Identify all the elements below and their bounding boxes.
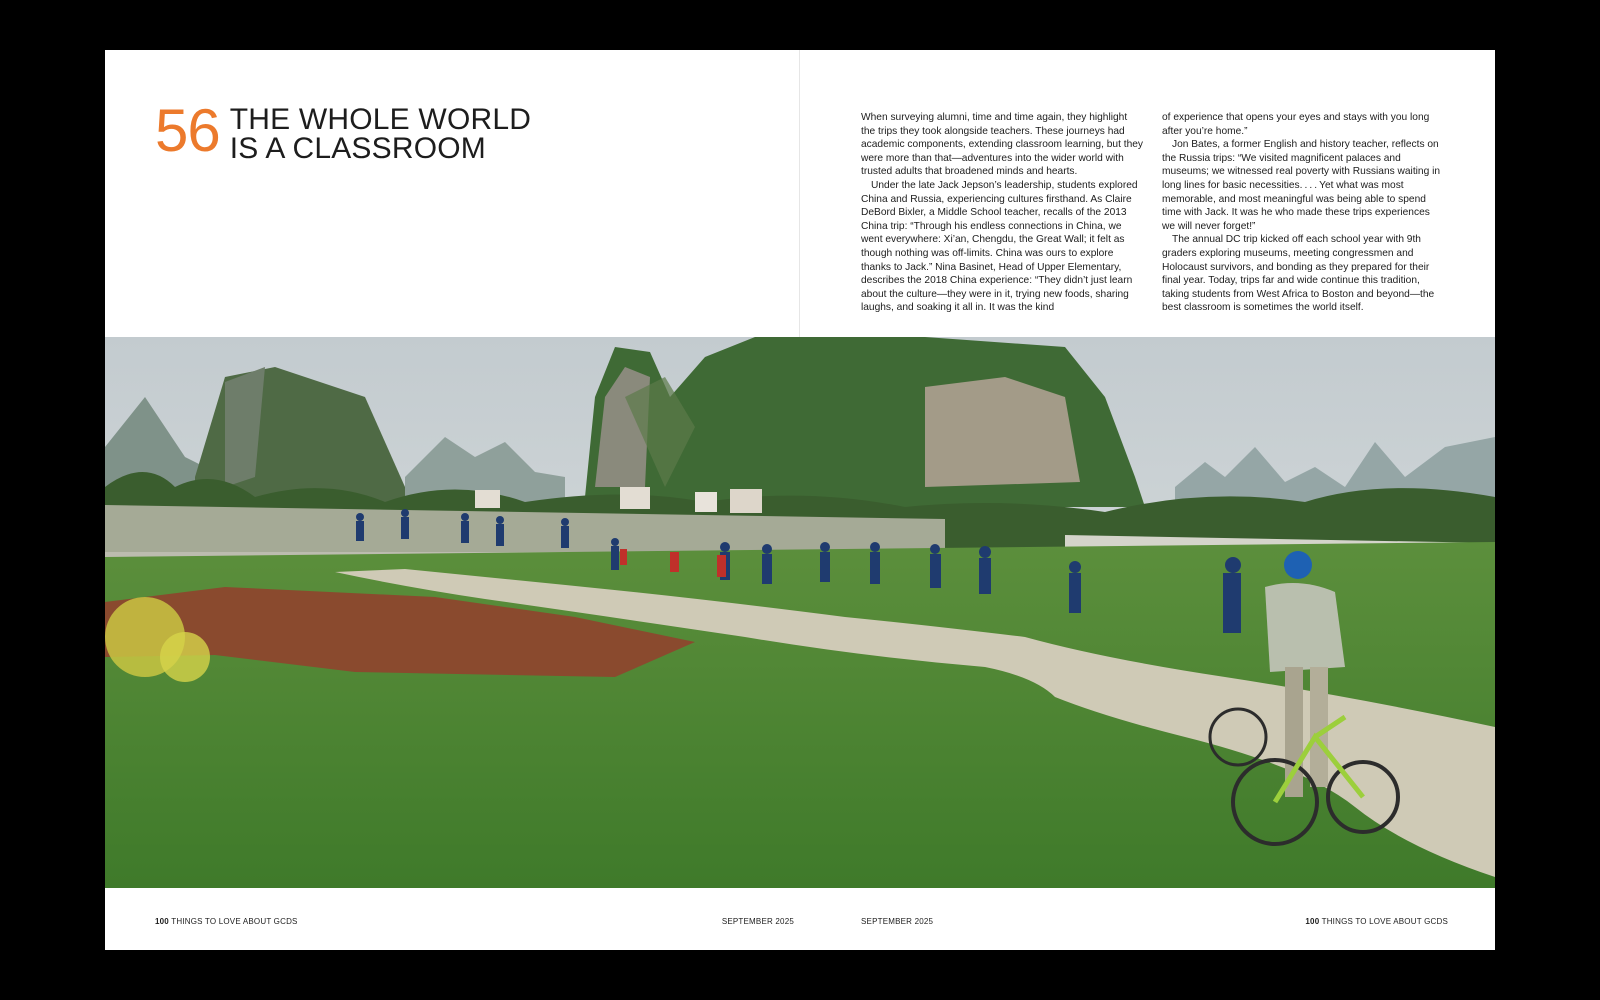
footer-left-text: THINGS TO LOVE ABOUT GCDS — [168, 917, 298, 926]
article-title — [230, 105, 531, 163]
body-column-1 — [861, 111, 1144, 315]
title-line-2: IS A CLASSROOM — [229, 132, 486, 165]
footer-date-right: SEPTEMBER 2025 — [861, 917, 934, 926]
title-line-1: THE WHOLE WORLD — [229, 103, 532, 136]
body-paragraph: Jon Bates, a former English and history teacher, reflects on the Russia trips: “We visited magnificent palaces and museums; we witnessed real poverty with Russians waiting in long lines for basic necessities. . . . Yet what was most memorable, and most meaningful was being able to spend time with Jack. It was he who made these trips experiences we will never forget!” — [1162, 139, 1441, 232]
body-paragraph: The annual DC trip kicked off each school year with 9th graders exploring museums, meeting congressmen and Holocaust survivors, and bonding as they prepared for their final year. Today, trips far and wide continue this tradition, taking students from West Africa to Boston and beyond—the best classroom is sometimes the world itself. — [1162, 234, 1435, 314]
item-number: 56 — [155, 97, 220, 164]
body-column-2 — [1162, 111, 1445, 315]
body-paragraph: of experience that opens your eyes and stays with you long after you’re home.” — [1162, 112, 1430, 137]
page-gutter — [799, 50, 800, 340]
feature-photo — [105, 337, 1495, 888]
footer-folio-right — [1248, 917, 1448, 926]
article-headline — [155, 97, 532, 165]
footer-left-number: 100 — [155, 917, 169, 926]
body-paragraph: When surveying alumni, time and time again, they highlight the trips they took alongside teachers. These journeys had academic components, extending classroom learning, but they were more than that—adventures into the wider world with trusted adults that broadened minds and hearts. — [861, 112, 1144, 178]
footer-date-left: SEPTEMBER 2025 — [721, 917, 794, 926]
footer-right-text: THINGS TO LOVE ABOUT GCDS — [1319, 917, 1448, 926]
body-paragraph: Under the late Jack Jepson’s leadership, students explored China and Russia, experiencing cultures firsthand. As Claire DeBord Bixler, a Middle School teacher, recalls of the 2013 China trip: “Through his endless connections in China, we went everywhere: Xi’an, Chengdu, the Great Wall; it felt as though nothing was off-limits. China was ours to explore thanks to Jack.” Nina Basinet, Head of Upper Elementary, describes the 2018 China experience: “They didn’t just learn about the culture—they were in it, trying new foods, sharing laughs, and soaking it all in. It was the kind — [861, 179, 1138, 314]
footer-right-number: 100 — [1305, 917, 1320, 926]
magazine-spread — [105, 50, 1495, 950]
karst-landscape-illustration — [105, 337, 1495, 888]
footer-folio-left — [155, 917, 298, 926]
